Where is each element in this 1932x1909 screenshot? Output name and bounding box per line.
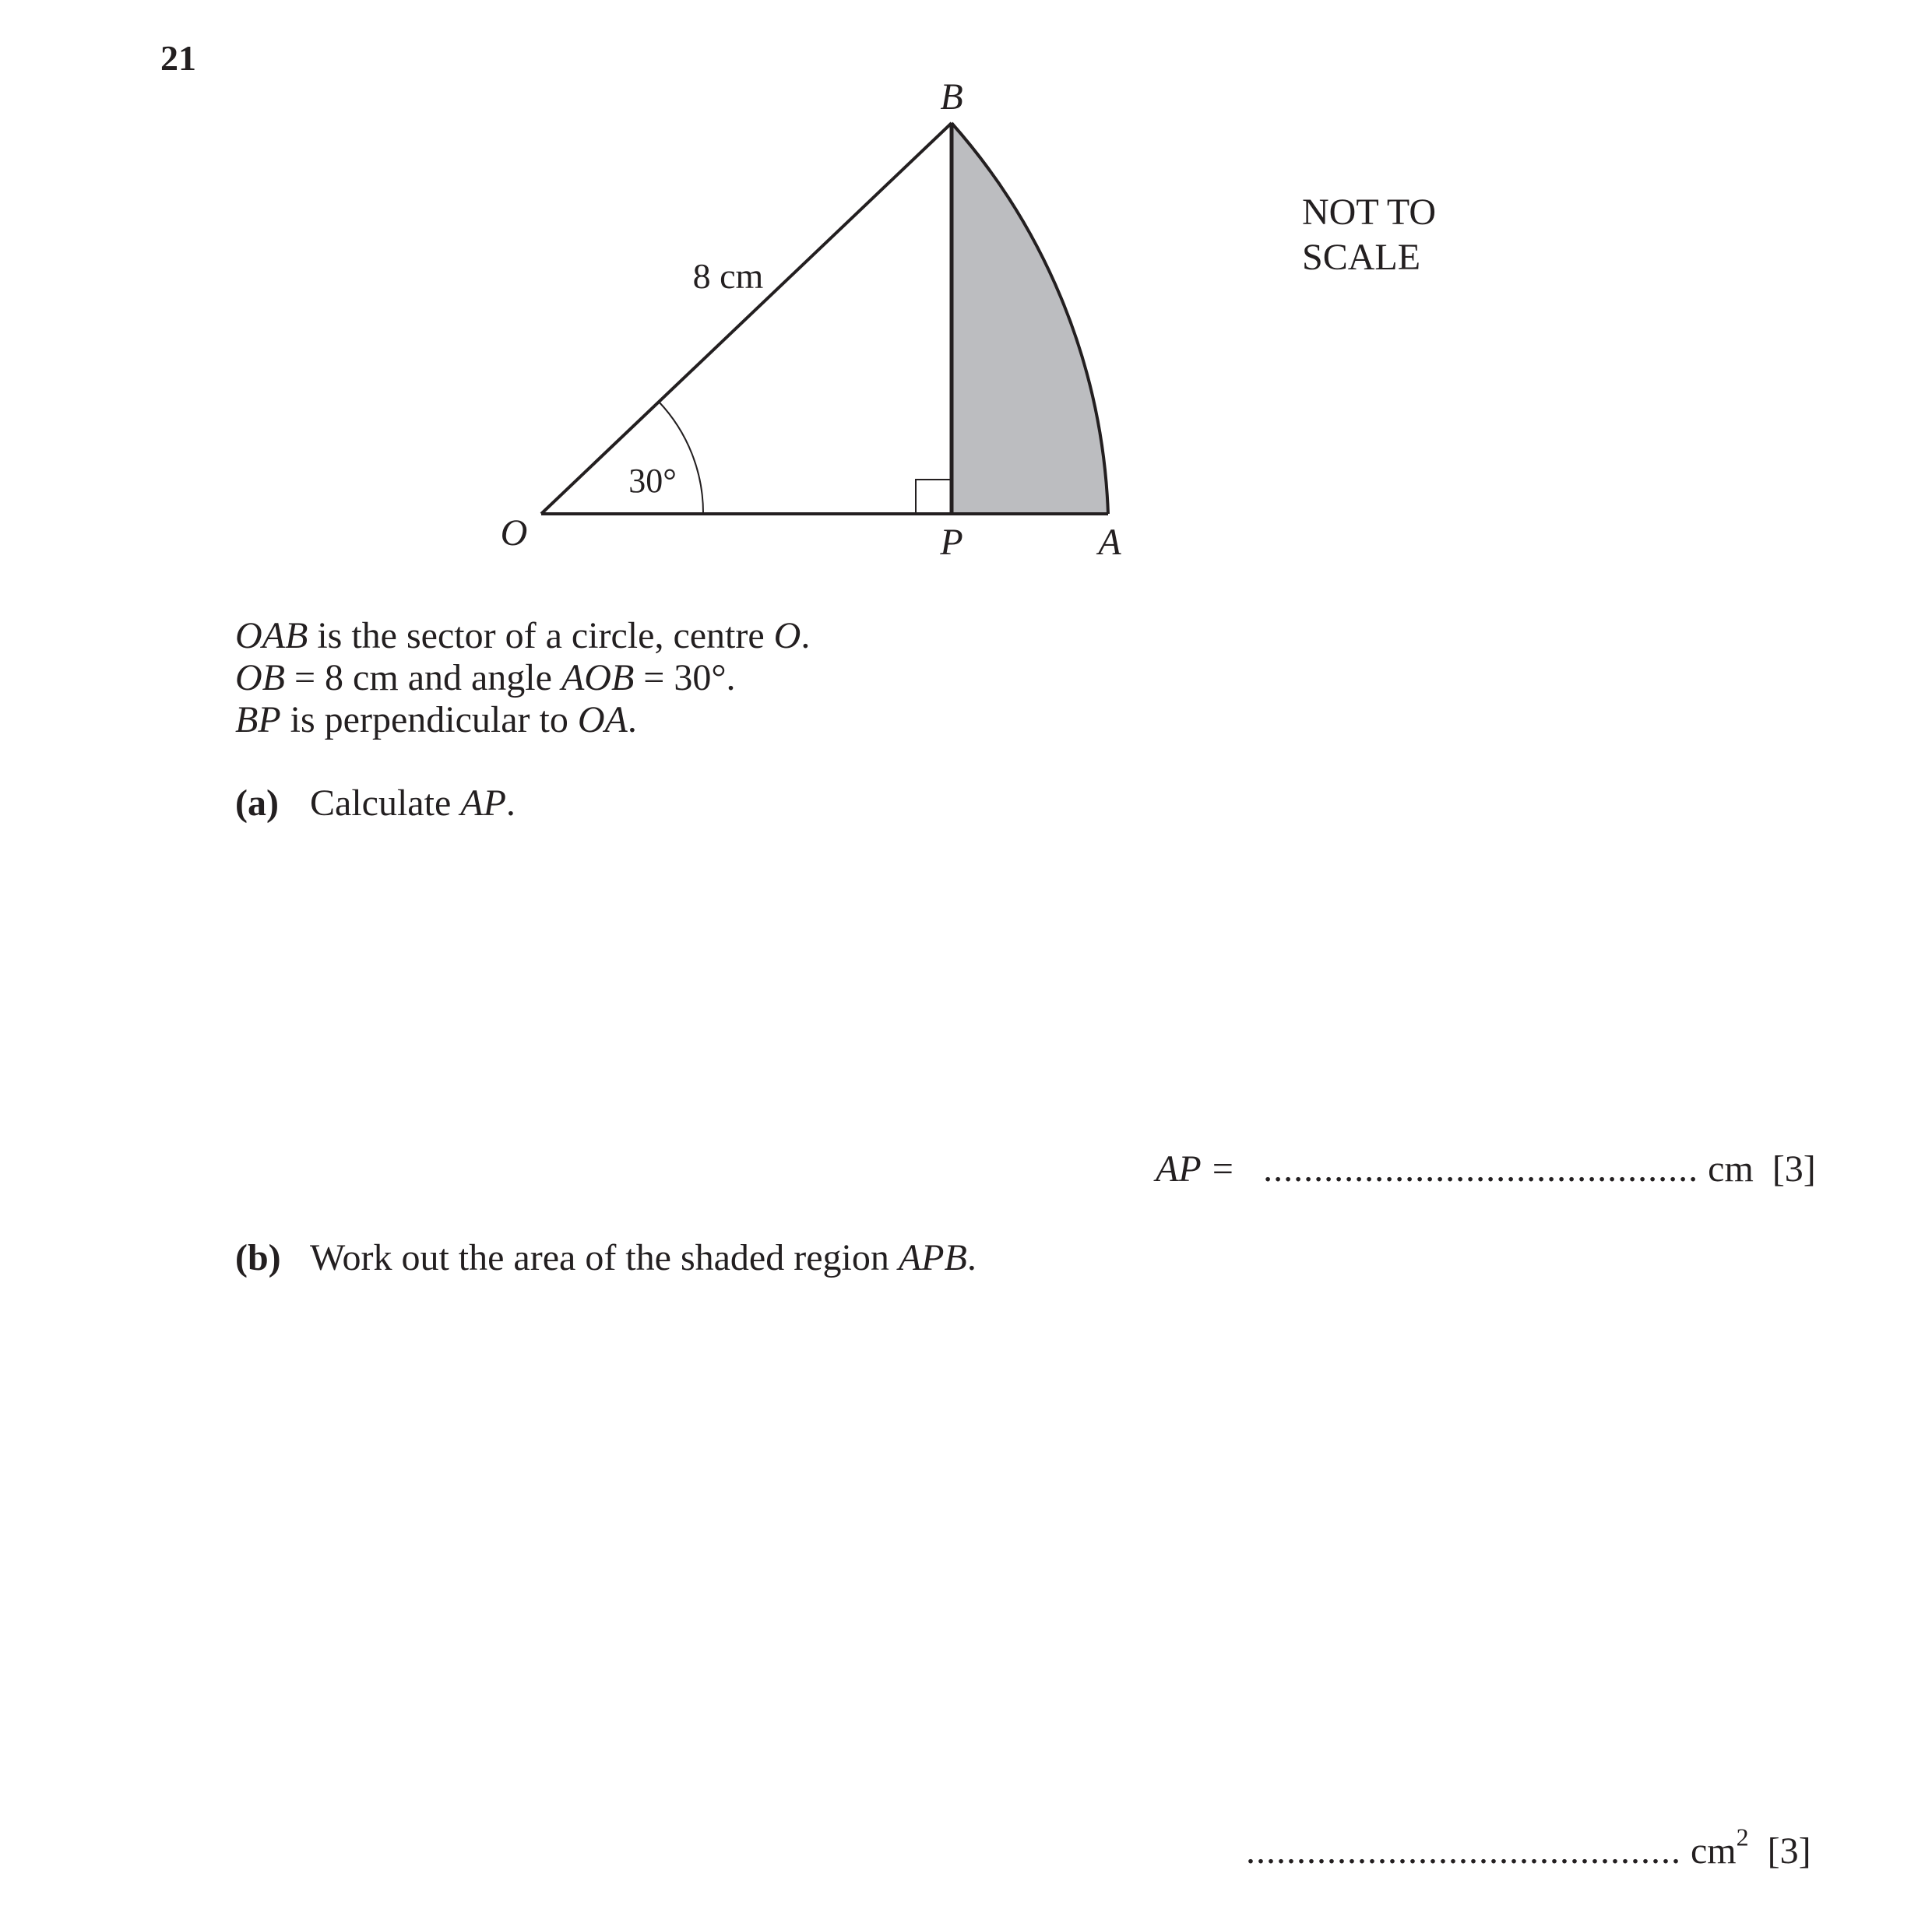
label-o: O [500, 512, 528, 554]
label-p: P [940, 522, 963, 563]
not-to-scale-line2: SCALE [1302, 237, 1421, 278]
part-b-label: (b) [235, 1237, 281, 1278]
right-angle-marker [916, 480, 952, 514]
question-stem [235, 615, 810, 741]
answer-a-dots[interactable]: ........................................... [1263, 1148, 1699, 1190]
label-b: B [940, 76, 963, 118]
part-a-question: (a) Calculate AP. [235, 782, 516, 824]
stem-line-1: OAB is the sector of a circle, centre O. [235, 615, 811, 656]
answer-b-marks: [3] [1767, 1830, 1811, 1872]
question-number: 21 [160, 38, 196, 78]
label-a: A [1098, 522, 1121, 563]
not-to-scale-note [1302, 190, 1436, 280]
side-ob [541, 123, 952, 514]
not-to-scale-line1: NOT TO [1302, 192, 1437, 233]
answer-b-unit: $cm^2$ [1691, 1823, 1749, 1872]
answer-a-unit: cm [1708, 1148, 1754, 1190]
angle-label: 30° [628, 462, 677, 500]
stem-line-3: BP is perpendicular to OA. [235, 699, 637, 740]
answer-a-marks: [3] [1772, 1148, 1816, 1190]
stem-line-2: OB = 8 cm and angle AOB = 30°. [235, 657, 736, 698]
part-b-answer-line[interactable] [1246, 1823, 1811, 1872]
shaded-region-apb [952, 123, 1108, 514]
part-a-answer-line[interactable] [1156, 1148, 1816, 1190]
part-b-question: (b) Work out the area of the shaded region APB. [235, 1237, 977, 1278]
answer-a-prefix: AP = [1156, 1148, 1236, 1190]
answer-b-dots[interactable]: ........................................... [1246, 1830, 1681, 1872]
side-length-label: 8 cm [692, 256, 764, 296]
part-a-label: (a) [235, 782, 279, 824]
